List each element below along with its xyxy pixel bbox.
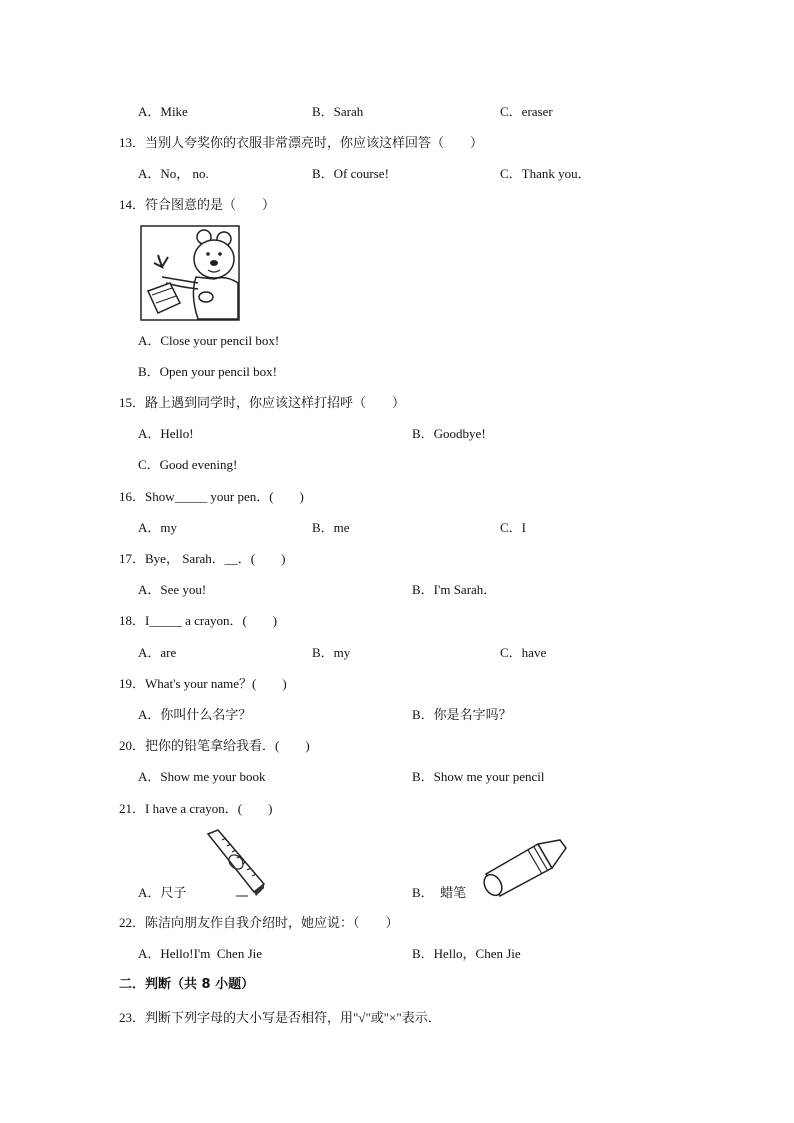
option-c[interactable]: C．eraser — [500, 104, 553, 119]
question-22 — [0, 913, 794, 933]
question-text: 21．I have a crayon．( ) — [119, 801, 273, 816]
bear-pointing-at-pencil-box-image — [140, 225, 240, 321]
option-b[interactable]: B．Sarah — [312, 104, 364, 119]
question-text: 13．当别人夸奖你的衣服非常漂亮时，你应该这样回答（ ） — [119, 135, 484, 150]
question-15-option-c — [0, 455, 794, 475]
option-c[interactable]: C．Good evening! — [138, 457, 238, 472]
question-18-options — [0, 643, 794, 663]
question-16-options — [0, 518, 794, 538]
question-13-options — [0, 164, 794, 184]
question-22-options — [0, 944, 794, 964]
option-b[interactable]: B．my — [312, 645, 351, 660]
question-text: 19．What's your name？( ) — [119, 676, 287, 691]
question-text: 16．Show_____ your pen．( ) — [119, 489, 304, 504]
option-c[interactable]: C．I — [500, 520, 527, 535]
question-text: 15．路上遇到同学时，你应该这样打招呼（ ） — [119, 395, 406, 410]
question-15-options — [0, 424, 794, 444]
question-19-options — [0, 705, 794, 725]
option-a[interactable]: A．Mike — [138, 104, 188, 119]
option-b[interactable]: B．Of course! — [312, 166, 389, 181]
question-19 — [0, 674, 794, 694]
option-b[interactable]: B．me — [312, 520, 350, 535]
option-b[interactable]: B．Goodbye! — [412, 426, 486, 441]
section-2-heading — [0, 975, 794, 995]
section-title: 二．判断（共 8 小题） — [119, 977, 255, 992]
option-a[interactable]: A．Close your pencil box! — [138, 333, 280, 348]
question-text: 23．判断下列字母的大小写是否相符，用"√"或"×"表示． — [119, 1010, 441, 1025]
option-b[interactable]: B．Open your pencil box! — [138, 364, 278, 379]
question-15 — [0, 393, 794, 413]
question-18 — [0, 611, 794, 631]
option-b[interactable]: B．Hello，Chen Jie — [412, 946, 521, 961]
option-a[interactable]: A．No， no. — [138, 166, 209, 181]
option-a[interactable]: A．See you! — [138, 582, 207, 597]
question-21 — [0, 799, 794, 819]
option-a[interactable]: A．你叫什么名字？ — [138, 707, 252, 722]
option-c[interactable]: C．have — [500, 645, 547, 660]
option-b[interactable]: B．Show me your pencil — [412, 769, 545, 784]
option-a[interactable]: A．Hello! — [138, 426, 194, 441]
question-text: 17．Bye， Sarah．__．( ) — [119, 551, 286, 566]
option-a[interactable]: A．尺子 — [138, 885, 187, 900]
question-text: 20．把你的铅笔拿给我看．( ) — [119, 738, 310, 753]
question-20 — [0, 736, 794, 756]
question-text: 18．I_____ a crayon．( ) — [119, 613, 278, 628]
question-23 — [0, 1008, 794, 1028]
question-17 — [0, 549, 794, 569]
question-14-option-b — [0, 362, 794, 382]
option-b[interactable]: B．I'm Sarah． — [412, 582, 497, 597]
option-a[interactable]: A．Hello!I'm Chen Jie — [138, 946, 263, 961]
question-17-options — [0, 580, 794, 600]
question-text: 22．陈洁向朋友作自我介绍时，她应说：（ ） — [119, 915, 399, 930]
question-text: 14．符合图意的是（ ） — [119, 197, 276, 212]
option-a[interactable]: A．are — [138, 645, 177, 660]
option-a[interactable]: A．my — [138, 520, 178, 535]
question-13 — [0, 133, 794, 153]
question-14-option-a — [0, 331, 794, 351]
option-a[interactable]: A．Show me your book — [138, 769, 266, 784]
question-14 — [0, 195, 794, 215]
option-b[interactable]: B． 蜡笔 — [412, 885, 467, 900]
question-12-options — [0, 102, 794, 122]
question-16 — [0, 487, 794, 507]
question-21-options — [0, 883, 794, 903]
question-20-options — [0, 767, 794, 787]
option-b[interactable]: B．你是名字吗？ — [412, 707, 512, 722]
option-c[interactable]: C．Thank you． — [500, 166, 591, 181]
